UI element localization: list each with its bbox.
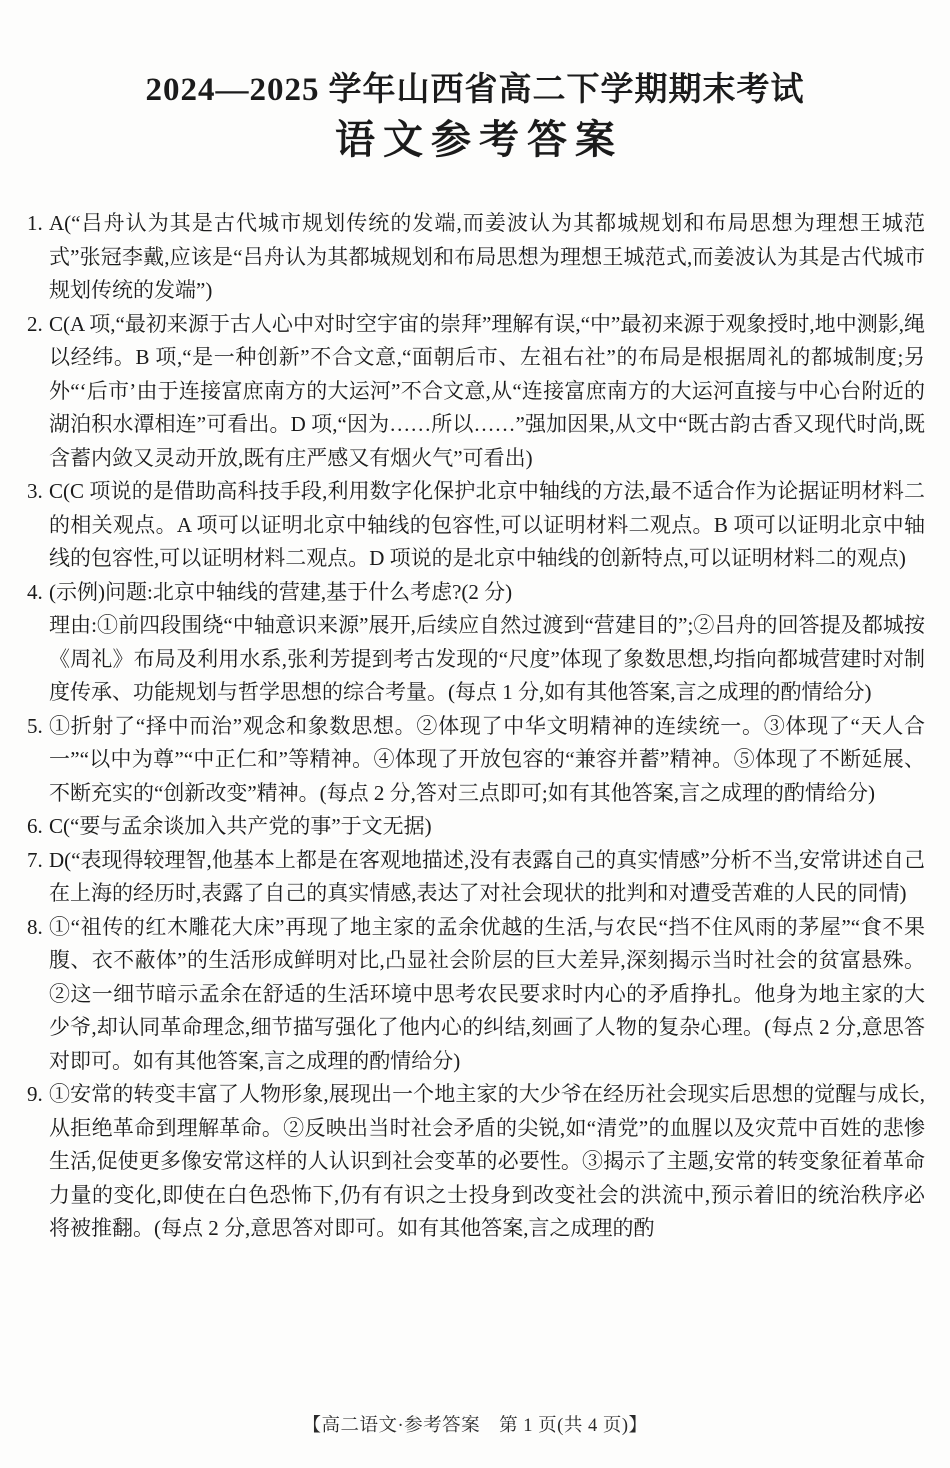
answer-text: ①折射了“择中而治”观念和象数思想。②体现了中华文明精神的连续统一。③体现了“天人合一”“以中为尊”“中正仁和”等精神。④体现了开放包容的“兼容并蓄”精神。⑤体现了不断延展、不断充实的“创新改变”精神。(每点 2 分,答对三点即可;如有其他答案,言之成理的酌情给分) <box>49 713 925 805</box>
answer-text-reason: 理由:①前四段围绕“中轴意识来源”展开,后续应自然过渡到“营建目的”;②吕舟的回答提及都城按《周礼》布局及利用水系,张利芳提到考古发现的“尺度”体现了象数思想,均指向都城营建时对制度传承、功能规划与哲学思想的综合考量。(每点 1 分,如有其他答案,言之成理的酌情给分) <box>49 613 925 704</box>
page-footer-text: 【高二语文·参考答案 第 1 页(共 4 页)】 <box>302 1416 648 1436</box>
subject-title: 语文参考答案 <box>335 118 623 162</box>
answer-item-2 <box>27 308 925 476</box>
answer-item-7 <box>27 844 925 911</box>
answer-text: D(“表现得较理智,他基本上都是在客观地描述,没有表露自己的真实情感”分析不当,安常讲述自己在上海的经历时,表露了自己的真实情感,表达了对社会现状的批判和对遭受苦难的人民的同情) <box>49 847 925 905</box>
document-header <box>0 0 950 164</box>
answer-text: ①安常的转变丰富了人物形象,展现出一个地主家的大少爷在经历社会现实后思想的觉醒与成长,从拒绝革命到理解革命。②反映出当时社会矛盾的尖锐,如“清党”的血腥以及灾荒中百姓的悲惨生活,促使更多像安常这样的人认识到社会变革的必要性。③揭示了主题,安常的转变象征着革命力量的变化,即使在白色恐怖下,仍有有识之士投身到改变社会的洪流中,预示着旧的统治秩序必将被推翻。(每点 2 分,意思答对即可。如有其他答案,言之成理的酌 <box>49 1082 925 1240</box>
answer-text: C(“要与孟余谈加入共产党的事”于文无据) <box>49 814 432 838</box>
answer-item-9 <box>27 1078 925 1246</box>
answer-item-4 <box>27 576 925 710</box>
answer-number: 9. <box>27 1082 43 1106</box>
answer-number: 2. <box>27 311 43 336</box>
answers-list <box>27 207 925 1246</box>
answer-number: 3. <box>27 479 43 503</box>
exam-year: 2024—2025 <box>145 72 320 108</box>
answer-item-1 <box>27 207 925 308</box>
answer-number: 7. <box>27 847 43 872</box>
exam-title-text: 学年山西省高二下学期期末考试 <box>328 70 805 107</box>
answer-item-6 <box>27 810 925 844</box>
answer-number: 1. <box>27 211 43 235</box>
answer-text: C(A 项,“最初来源于古人心中对时空宇宙的崇拜”理解有误,“中”最初来源于观象授时,地中测影,绳以经纬。B 项,“是一种创新”不合文意,“面朝后市、左祖右社”的布局是根据周礼的都城制度;另外“‘后市’由于连接富庶南方的大运河”不合文意,从“连接富庶南方的大运河直接与中心台附近的湖泊积水潭相连”可看出。D 项,“因为……所以……”强加因果,从文中“既古韵古香又现代时尚,既含蓄内敛又灵动开放,既有庄严感又有烟火气”可看出) <box>49 311 925 470</box>
answer-text-question: (示例)问题:北京中轴线的营建,基于什么考虑?(2 分) <box>49 579 513 604</box>
answer-number: 8. <box>27 914 43 939</box>
answer-text: A(“吕舟认为其是古代城市规划传统的发端,而姜波认为其都城规划和布局思想为理想王城范式”张冠李戴,应该是“吕舟认为其都城规划和布局思想为理想王城范式,而姜波认为其是古代城市规划传统的发端”) <box>49 211 925 302</box>
page-footer <box>0 1412 950 1440</box>
answer-number: 6. <box>27 814 43 838</box>
answer-item-5 <box>27 710 925 811</box>
answer-item-3 <box>27 475 925 576</box>
exam-title <box>0 70 950 109</box>
answer-text: ①“祖传的红木雕花大床”再现了地主家的孟余优越的生活,与农民“挡不住风雨的茅屋”“食不果腹、衣不蔽体”的生活形成鲜明对比,凸显社会阶层的巨大差异,深刻揭示当时社会的贫富悬殊。②这一细节暗示孟余在舒适的生活环境中思考农民要求时内心的矛盾挣扎。他身为地主家的大少爷,却认同革命理念,细节描写强化了他内心的纠结,刻画了人物的复杂心理。(每点 2 分,意思答对即可。如有其他答案,言之成理的酌情给分) <box>49 914 925 1073</box>
answer-number: 4. <box>27 579 43 604</box>
answer-text: C(C 项说的是借助高科技手段,利用数字化保护北京中轴线的方法,最不适合作为论据证明材料二的相关观点。A 项可以证明北京中轴线的包容性,可以证明材料二观点。B 项可以证明北京中轴线的包容性,可以证明材料二观点。D 项说的是北京中轴线的创新特点,可以证明材料二的观点) <box>49 479 925 570</box>
answer-item-8 <box>27 911 925 1079</box>
answer-number: 5. <box>27 713 43 738</box>
